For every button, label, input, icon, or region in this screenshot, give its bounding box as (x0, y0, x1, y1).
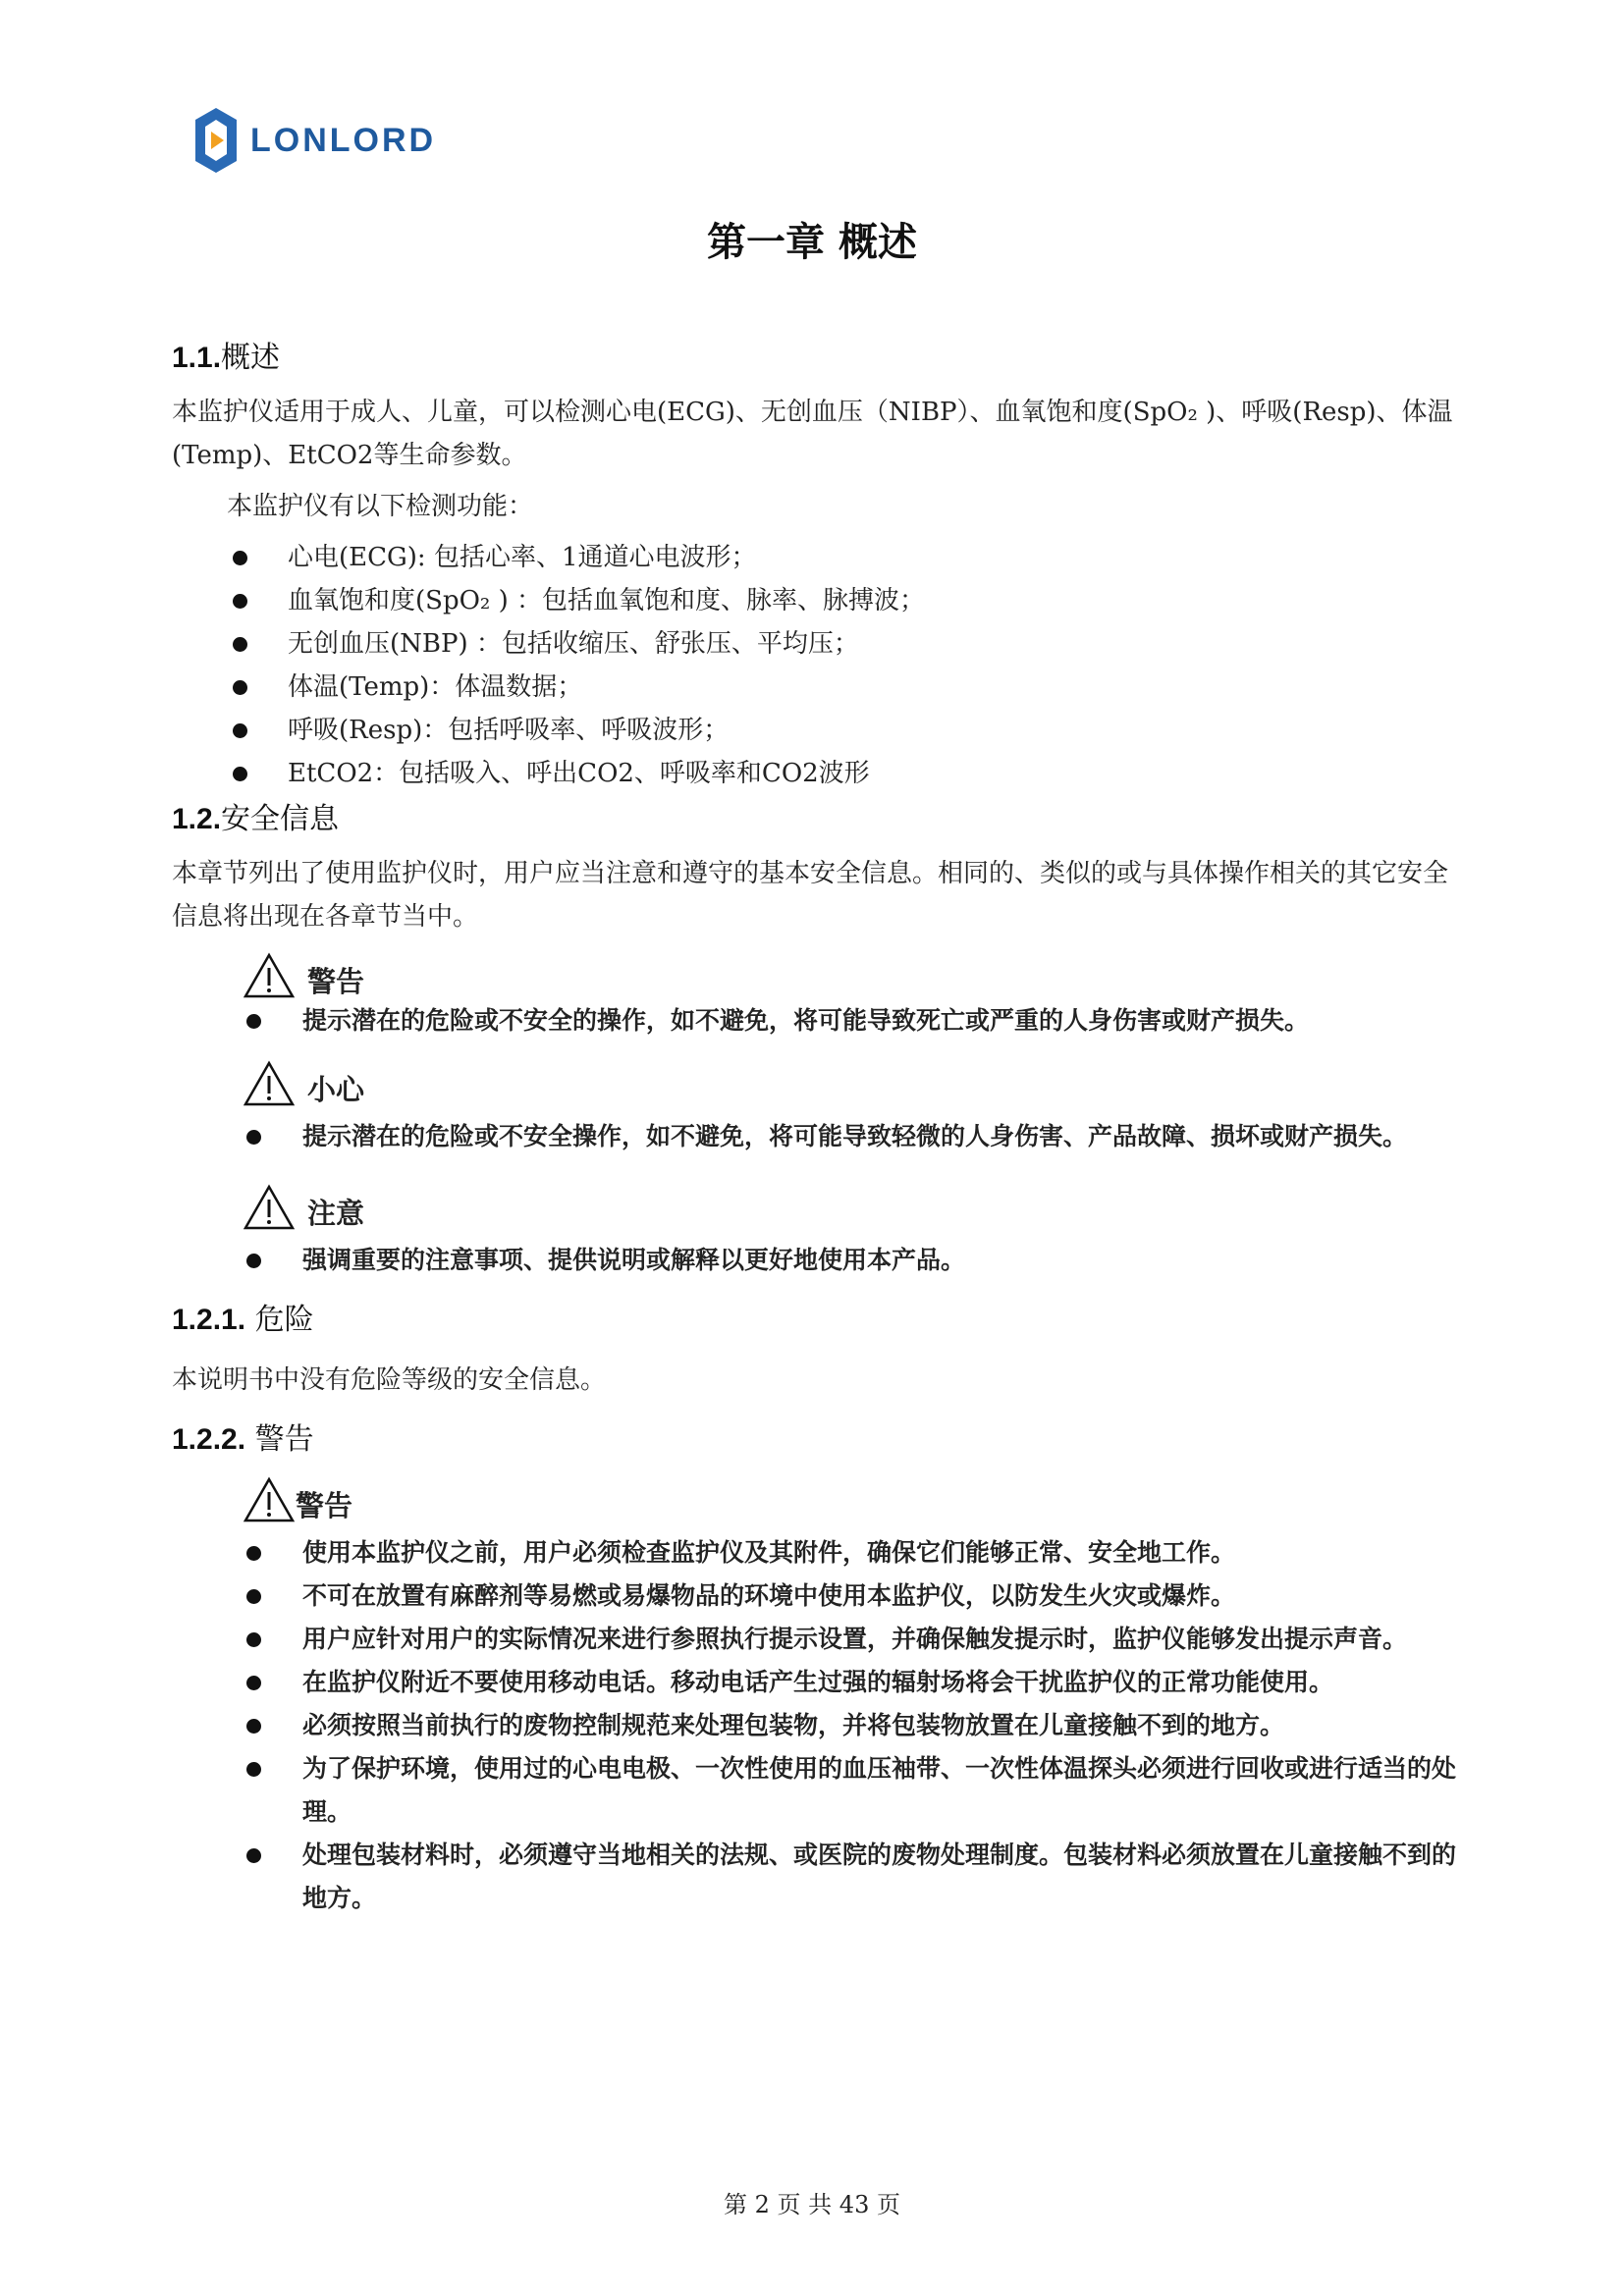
warning2-heading (172, 1465, 1468, 1523)
list-item: 呼吸(Resp)：包括呼吸率、呼吸波形； (172, 709, 1468, 752)
chapter-title: 第一章 概述 (707, 220, 917, 265)
list-item: 提示潜在的危险或不安全的操作，如不避免，将可能导致死亡或严重的人身伤害或财产损失。 (172, 999, 1468, 1042)
caution-triangle-icon (243, 1060, 296, 1107)
list-item: 处理包装材料时，必须遵守当地相关的法规、或医院的废物处理制度。包装材料必须放置在儿童接触不到的地方。 (172, 1834, 1468, 1920)
list-item: 用户应针对用户的实际情况来进行参照执行提示设置，并确保触发提示时，监护仪能够发出提示声音。 (172, 1618, 1468, 1661)
list-item: 强调重要的注意事项、提供说明或解释以更好地使用本产品。 (172, 1239, 1468, 1282)
section-number: 1.2.2. (172, 1423, 246, 1456)
note-triangle-icon (243, 1184, 296, 1231)
list-item: 心电(ECG): 包括心率、1通道心电波形； (172, 536, 1468, 579)
caution-heading (172, 1042, 1468, 1107)
list-item: 使用本监护仪之前，用户必须检查监护仪及其附件，确保它们能够正常、安全地工作。 (172, 1531, 1468, 1575)
warning-label: 警告 (307, 965, 365, 998)
list-item: 无创血压(NBP) ：包括收缩压、舒张压、平均压； (172, 622, 1468, 666)
intro-paragraph: 本监护仪适用于成人、儿童，可以检测心电(ECG)、无创血压（NIBP）、血氧饱和度(SpO₂ )、呼吸(Resp)、体温(Temp)、EtCO2等生命参数。 (172, 398, 1453, 470)
section-title: 警告 (254, 1422, 314, 1457)
list-item: 不可在放置有麻醉剂等易燃或易爆物品的环境中使用本监护仪，以防发生火灾或爆炸。 (172, 1575, 1468, 1618)
warning-triangle-icon (243, 952, 296, 999)
section-number: 1.1. (172, 342, 222, 374)
section-1-1-heading (172, 334, 1468, 383)
warning-triangle-icon (243, 1476, 296, 1523)
warning-heading (172, 938, 1468, 999)
list-item: 血氧饱和度(SpO₂ ) ：包括血氧饱和度、脉率、脉搏波； (172, 579, 1468, 622)
functions-list (172, 536, 1468, 795)
section-number: 1.2.1. (172, 1304, 246, 1336)
section-title: 危险 (254, 1303, 314, 1337)
page-footer: 第 2 页 共 43 页 (724, 2191, 900, 2218)
safety-paragraph: 本章节列出了使用监护仪时，用户应当注意和遵守的基本安全信息。相同的、类似的或与具体操作相关的其它安全信息将出现在各章节当中。 (172, 859, 1449, 932)
list-item: 体温(Temp)：体温数据； (172, 666, 1468, 709)
section-1-2-1-heading (172, 1296, 1468, 1345)
list-item: EtCO2：包括吸入、呼出CO2、呼吸率和CO2波形 (172, 752, 1468, 795)
page-content (172, 334, 1468, 1920)
warning2-label: 警告 (296, 1489, 353, 1522)
warning-desc-list (172, 999, 1468, 1042)
company-logo (193, 106, 436, 175)
warnings-list (172, 1531, 1468, 1920)
caution-desc-list (172, 1115, 1468, 1158)
section-1-2-2-heading (172, 1415, 1468, 1465)
danger-paragraph: 本说明书中没有危险等级的安全信息。 (172, 1365, 607, 1395)
list-item: 在监护仪附近不要使用移动电话。移动电话产生过强的辐射场将会干扰监护仪的正常功能使用。 (172, 1661, 1468, 1704)
section-1-2-heading (172, 795, 1468, 844)
caution-label: 小心 (307, 1073, 365, 1106)
functions-intro: 本监护仪有以下检测功能： (227, 492, 534, 521)
list-item: 为了保护环境，使用过的心电电极、一次性使用的血压袖带、一次性体温探头必须进行回收或进行适当的处理。 (172, 1747, 1468, 1834)
list-item: 提示潜在的危险或不安全操作，如不避免，将可能导致轻微的人身伤害、产品故障、损坏或财产损失。 (172, 1115, 1468, 1158)
list-item: 必须按照当前执行的废物控制规范来处理包装物，并将包装物放置在儿童接触不到的地方。 (172, 1704, 1468, 1747)
logo-text: LONLORD (250, 121, 437, 159)
section-number: 1.2. (172, 803, 222, 835)
note-heading (172, 1158, 1468, 1231)
section-title: 概述 (221, 341, 281, 375)
logo-mark-icon (193, 106, 239, 175)
note-desc-list (172, 1239, 1468, 1282)
section-title: 安全信息 (221, 802, 340, 836)
note-label: 注意 (307, 1197, 365, 1230)
